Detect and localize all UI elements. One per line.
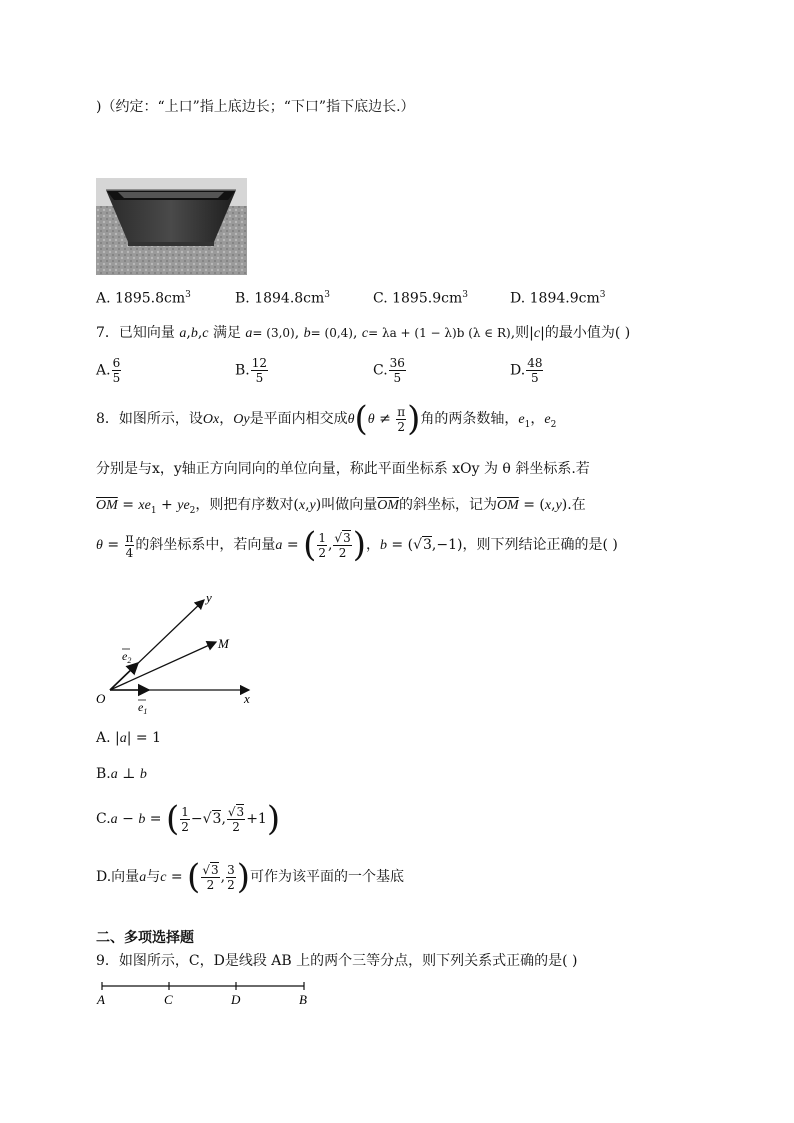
q8-line3: $\overline{OM} = xe_1 + ye_2$，则把有序数对(x,y)叫做向量$\overline{OM}$的斜坐标，记为$\overline{OM} = (x,y)$.在	[96, 497, 586, 516]
q6-option-b: B. $1894.8cm^3$	[235, 290, 331, 307]
q8-line4: θ = $\frac{\pi}{4}$ 的斜坐标系中，若向量a = ( $\frac{1}{2}$ , $\frac{√3}{2}$ )，b = (√3,−1)，则下列结论正确的是( )	[96, 525, 618, 565]
fig-label-y: y	[206, 590, 212, 605]
point-c: C	[164, 992, 173, 1007]
q6-note: )（约定：“上口”指上底边长；“下口”指下底边长.）	[96, 99, 415, 115]
fig-label-m: M	[218, 636, 229, 651]
bowl-photo	[96, 178, 247, 275]
q8-option-b: B.a ⊥ b	[96, 766, 147, 782]
q8-option-c: C.a − b = ( $\frac{1}{2}$ −√3, $\frac{√3}{2}$ +1)	[96, 799, 281, 839]
q7-option-c: C. $\frac{36}{5}$	[373, 356, 405, 385]
fig-label-e1: $e_1$	[138, 700, 148, 715]
q9-stem: 9．如图所示，C，D是线段 AB 上的两个三等分点，则下列关系式正确的是( )	[96, 953, 578, 969]
q6-option-a: A. $1895.8cm^3$	[96, 290, 191, 307]
q8-option-d: D.向量a与c = ( $\frac{√3}{2}$ , $\frac{3}{2}$ )可作为该平面的一个基底	[96, 857, 404, 897]
point-a: A	[97, 992, 105, 1007]
q6-option-d: D. $1894.9cm^3$	[510, 290, 606, 307]
q7-option-d: D. $\frac{48}{5}$	[510, 356, 543, 385]
q7-stem: 7．已知向量 a,b,c 满足 a= (3,0), b= (0,4), c= λa + (1 − λ)b (λ ∈ R),则|c|的最小值为( )	[96, 325, 631, 341]
q7-option-b: B. $\frac{12}{5}$	[235, 356, 268, 385]
oblique-axes-figure	[94, 590, 264, 715]
q8-line1: 8．如图所示，设Ox，Oy是平面内相交成θ(θ ≠ $\frac{\pi}{2}$ )角的两条数轴，$e_1$，$e_2$	[96, 399, 557, 439]
point-b: B	[299, 992, 307, 1007]
fig-label-e2: $e_2$	[122, 649, 132, 665]
segment-figure	[94, 980, 314, 1008]
fig-label-x: x	[244, 691, 250, 706]
q7-option-a: A. $\frac{6}{5}$	[96, 356, 121, 385]
fig-label-o: O	[96, 691, 106, 706]
q8-option-a: A. |a| = 1	[96, 730, 161, 746]
q8-line2: 分别是与x，y轴正方向同向的单位向量，称此平面坐标系 xOy 为 θ 斜坐标系.若	[96, 461, 590, 477]
q6-option-c: C. $1895.9cm^3$	[373, 290, 468, 307]
section-heading: 二、多项选择题	[96, 930, 194, 946]
point-d: D	[231, 992, 241, 1007]
